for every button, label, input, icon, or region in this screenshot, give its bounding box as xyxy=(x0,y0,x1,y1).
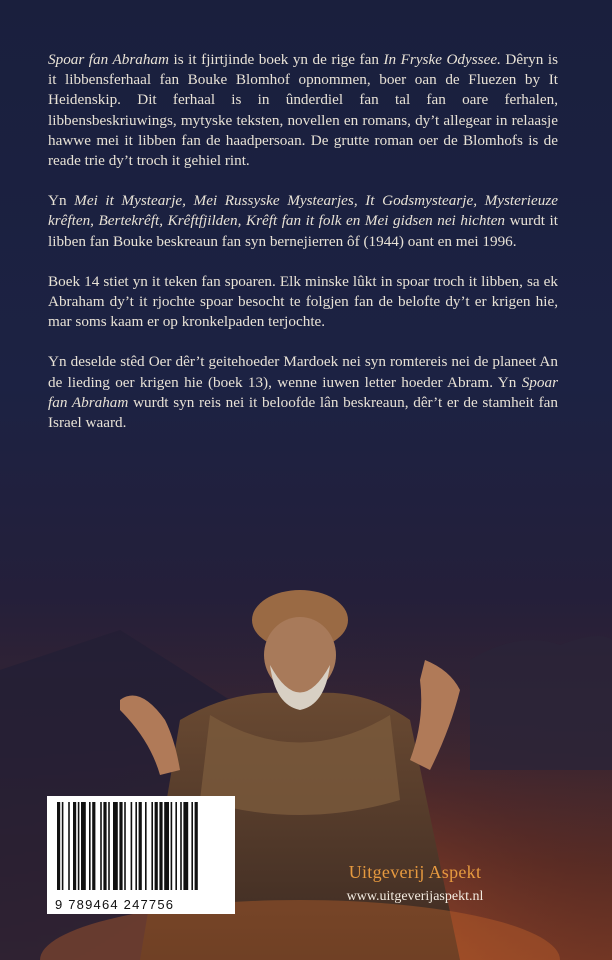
publisher-url[interactable]: www.uitgeverijaspekt.nl xyxy=(346,889,484,904)
barcode-bar xyxy=(124,802,126,890)
barcode-bar xyxy=(103,802,106,890)
barcode-bar xyxy=(159,802,162,890)
barcode-bar xyxy=(135,802,137,890)
barcode-bar xyxy=(89,802,91,890)
barcode-bar xyxy=(183,802,188,890)
blurb-paragraph-1: Spoar fan Abraham is it fjirtjinde boek yn de rige fan In Fryske Odyssee. Dêryn is it libbensferhaal fan Bouke Blomhof opnommen, boer oan de Fluezen by It Heidenskip. Dit ferhaal is in ûnderdiel fan tal fan oare ferhalen, libbensbeskriuwings, mytyske teksten, novellen en romans, dy’t allegear in relaasje hawwe mei it libben fan de haadpersoan. De grutte roman oer de Blomhofs is de reade trie dy’t troch it gehiel rint. xyxy=(48,51,559,170)
barcode-bar xyxy=(180,802,182,890)
trees-silhouette xyxy=(470,636,612,770)
publisher-name: Uitgeverij Aspekt xyxy=(348,862,482,882)
barcode-bar xyxy=(108,802,110,890)
barcode-bar xyxy=(73,802,76,890)
barcode-bar xyxy=(78,802,80,890)
barcode-bar xyxy=(131,802,133,890)
barcode-bar xyxy=(119,802,122,890)
barcode-bar xyxy=(164,802,169,890)
barcode-bar xyxy=(175,802,177,890)
barcode-bar xyxy=(62,802,64,890)
barcode-bar xyxy=(68,802,70,890)
barcode-bar xyxy=(81,802,86,890)
back-cover-blurb xyxy=(48,50,558,433)
barcode-bar xyxy=(113,802,118,890)
isbn-number: 9 789464 247756 xyxy=(55,897,175,912)
blurb-paragraph-3: Boek 14 stiet yn it teken fan spoaren. Elk minske lûkt in spoar troch it libben, sa ek Abraham dy’t it rjochte spoar besocht te folgjen fan de belofte dy’t er krigen hie, mar soms kaam er op kronkelpaden terjochte. xyxy=(48,272,558,331)
blurb-paragraph-2: Yn Mei it Mystearje, Mei Russyske Mystearjes, It Godsmystearje, Mysterieuze krêften, Bertekrêft, Krêftfjilden, Krêft fan it folk en Mei gidsen nei hichten wurdt it libben fan Bouke beskreaun fan syn bernejierren ôf (1944) oant en mei 1996. xyxy=(48,192,559,250)
isbn-barcode xyxy=(47,796,235,914)
publisher-block xyxy=(265,862,565,905)
barcode-bar xyxy=(100,802,102,890)
barcode-bar xyxy=(92,802,95,890)
barcode-bar xyxy=(145,802,147,890)
barcode-bars xyxy=(47,796,235,896)
blurb-paragraph-4: Yn deselde stêd Oer dêr’t geitehoeder Mardoek nei syn romtereis nei de planeet An de lieding oer krigen hie (boek 13), wenne iuwen letter hoeder Abram. Yn Spoar fan Abraham wurdt syn reis nei it beloofde lân beskreaun, dêr’t er de stamheit fan Israel waard. xyxy=(48,353,558,432)
barcode-bar xyxy=(139,802,142,890)
barcode-bar xyxy=(171,802,173,890)
barcode-bar xyxy=(155,802,158,890)
barcode-bar xyxy=(151,802,153,890)
barcode-bar xyxy=(191,802,193,890)
barcode-bar xyxy=(57,802,60,890)
barcode-bar xyxy=(195,802,198,890)
